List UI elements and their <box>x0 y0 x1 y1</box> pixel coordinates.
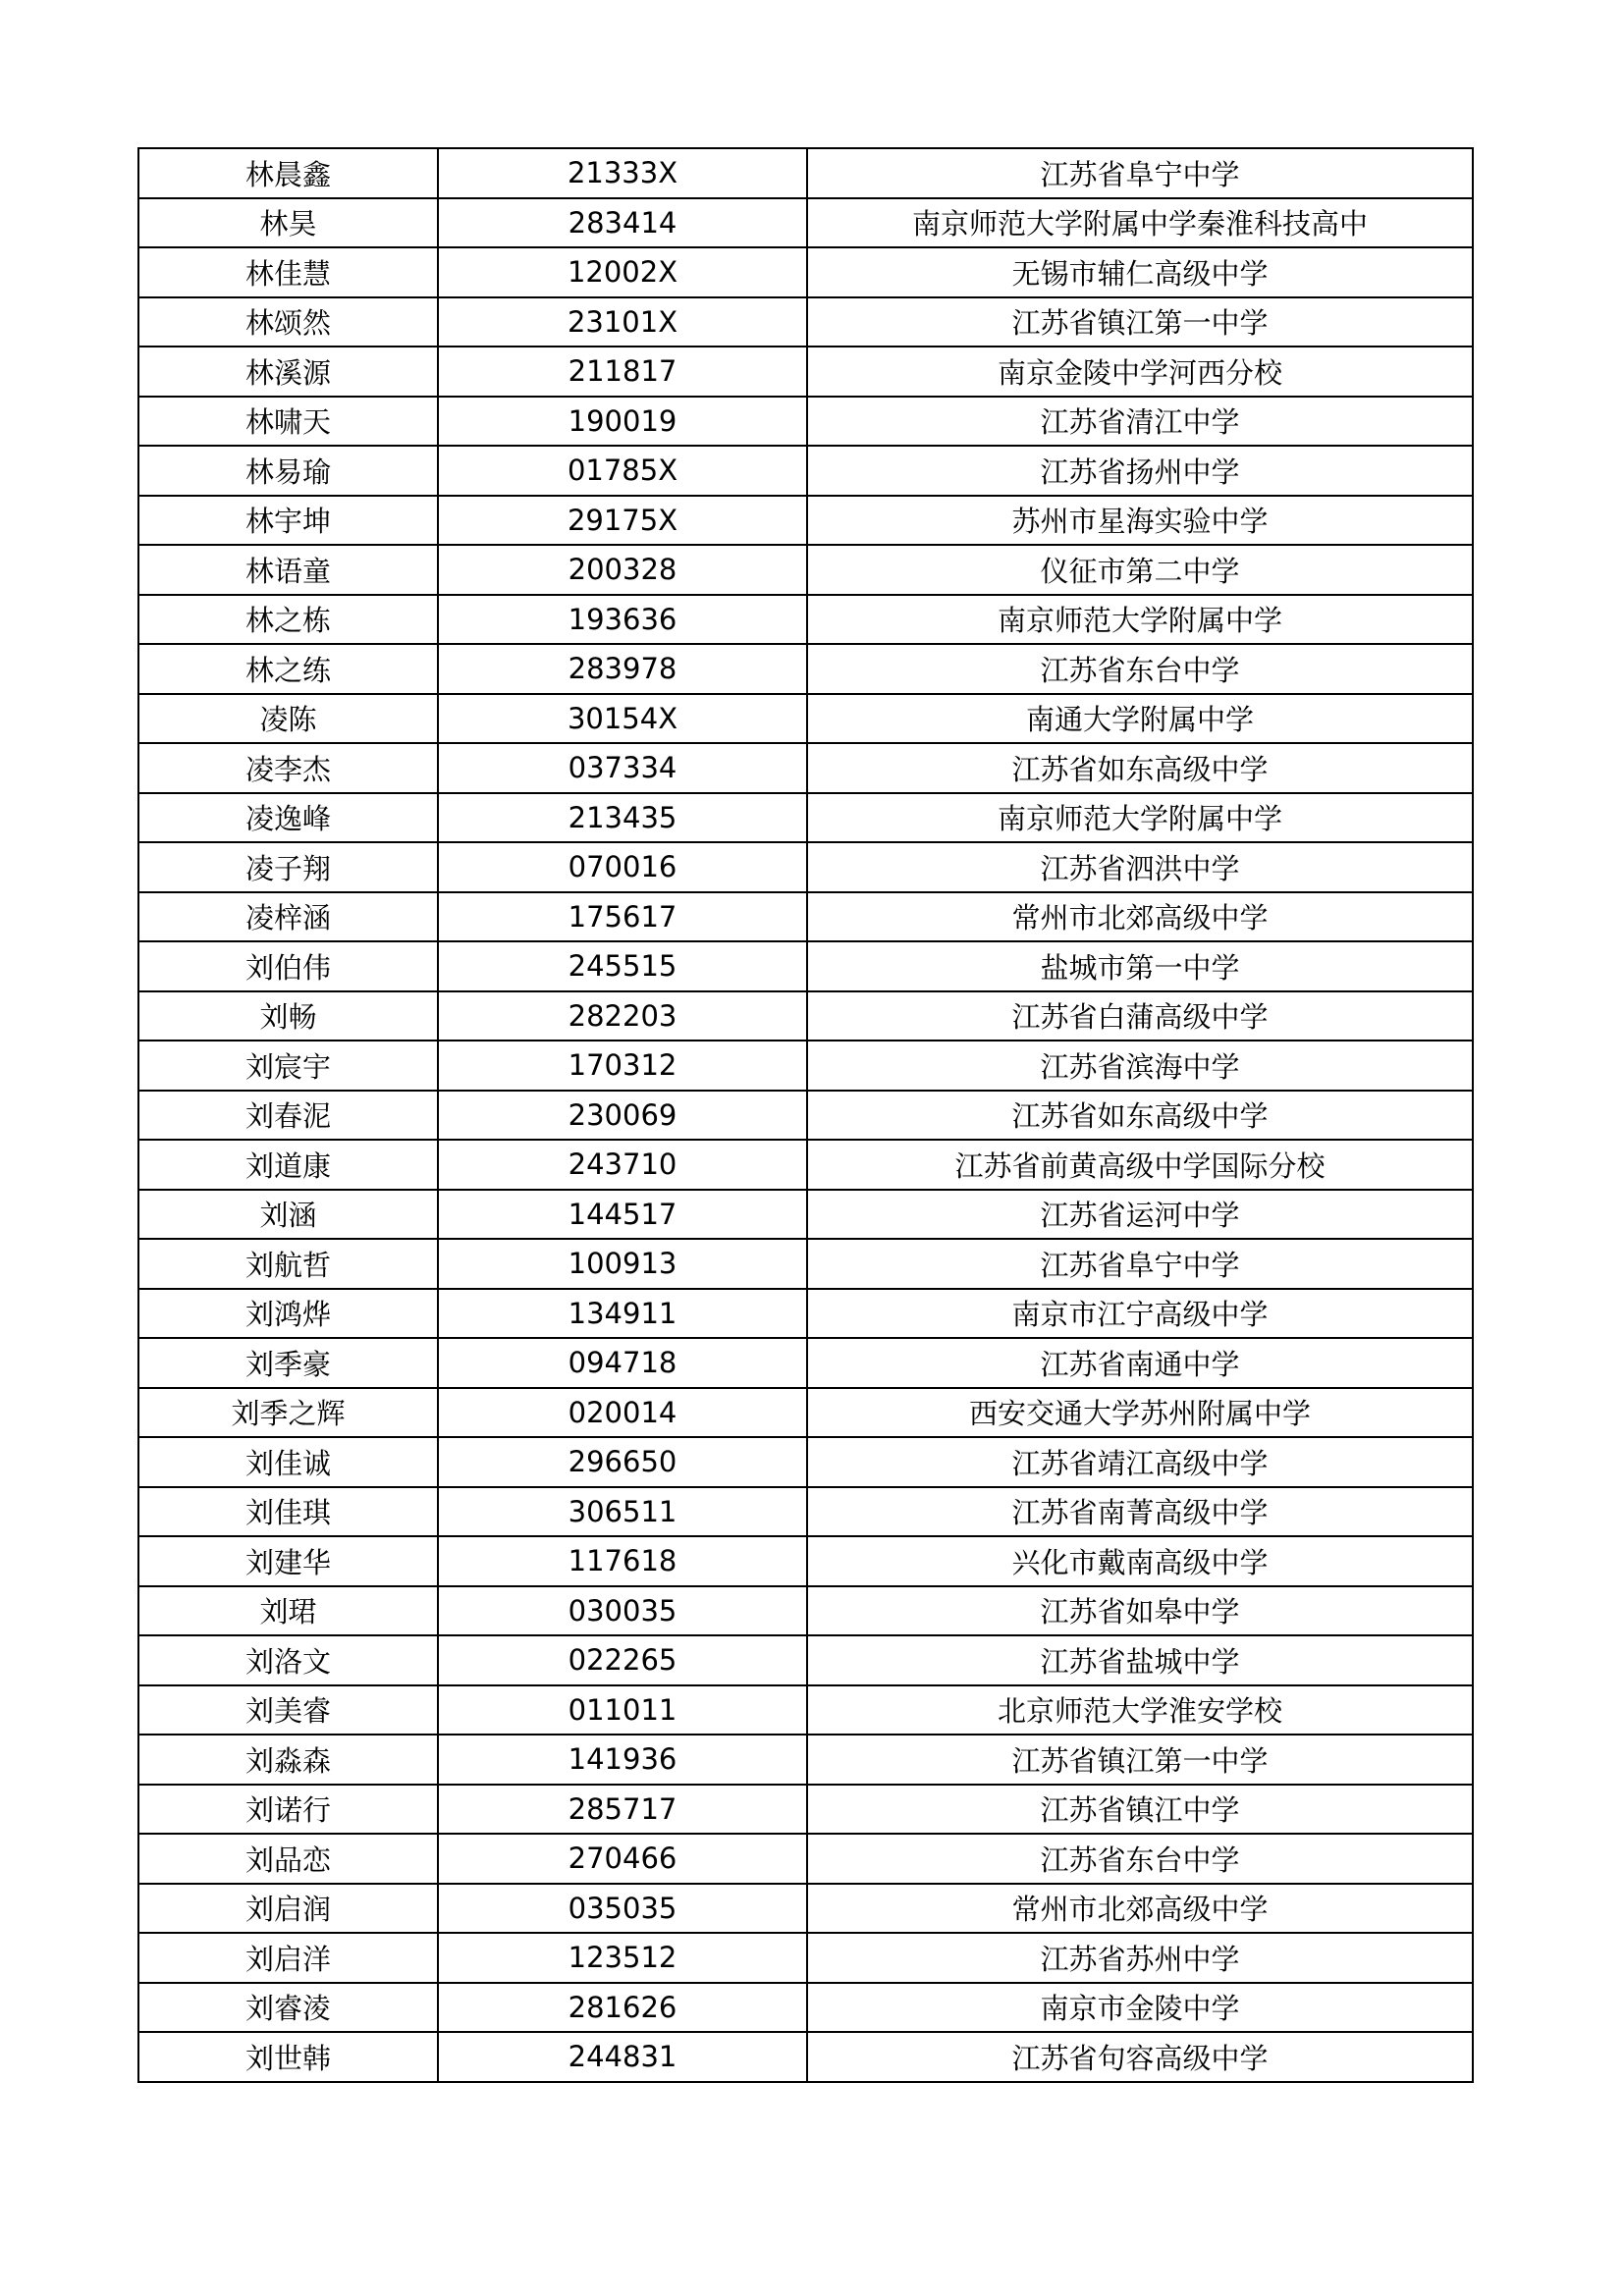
table-row <box>138 1289 1473 1339</box>
student-name-cell: 林颂然 <box>138 297 438 347</box>
table-row <box>138 1983 1473 2033</box>
school-name-cell: 江苏省南菁高级中学 <box>807 1487 1473 1537</box>
student-name-cell: 刘珺 <box>138 1586 438 1636</box>
id-number-cell: 30154X <box>438 694 807 744</box>
id-number-cell: 020014 <box>438 1388 807 1438</box>
id-number-cell: 285717 <box>438 1785 807 1835</box>
id-number-cell: 211817 <box>438 347 807 397</box>
table-row <box>138 198 1473 248</box>
table-row <box>138 1388 1473 1438</box>
id-number-cell: 243710 <box>438 1140 807 1190</box>
student-name-cell: 刘启洋 <box>138 1933 438 1983</box>
student-name-cell: 刘畅 <box>138 991 438 1041</box>
table-row <box>138 1536 1473 1586</box>
student-name-cell: 刘美睿 <box>138 1685 438 1735</box>
student-name-cell: 刘建华 <box>138 1536 438 1586</box>
roster-table <box>137 147 1474 2083</box>
table-row <box>138 1239 1473 1289</box>
id-number-cell: 175617 <box>438 892 807 942</box>
id-number-cell: 094718 <box>438 1338 807 1388</box>
table-row <box>138 793 1473 843</box>
id-number-cell: 123512 <box>438 1933 807 1983</box>
student-name-cell: 刘睿淩 <box>138 1983 438 2033</box>
school-name-cell: 江苏省滨海中学 <box>807 1041 1473 1091</box>
student-name-cell: 凌梓涵 <box>138 892 438 942</box>
table-row <box>138 1685 1473 1735</box>
school-name-cell: 江苏省泗洪中学 <box>807 842 1473 892</box>
student-name-cell: 凌李杰 <box>138 743 438 793</box>
student-name-cell: 凌陈 <box>138 694 438 744</box>
school-name-cell: 江苏省南通中学 <box>807 1338 1473 1388</box>
student-name-cell: 林啸天 <box>138 397 438 447</box>
id-number-cell: 283414 <box>438 198 807 248</box>
id-number-cell: 200328 <box>438 545 807 595</box>
table-row <box>138 595 1473 645</box>
table-row <box>138 1635 1473 1685</box>
school-name-cell: 江苏省扬州中学 <box>807 446 1473 496</box>
student-name-cell: 刘诺行 <box>138 1785 438 1835</box>
table-row <box>138 941 1473 991</box>
school-name-cell: 江苏省如东高级中学 <box>807 1091 1473 1141</box>
table-row <box>138 1933 1473 1983</box>
id-number-cell: 12002X <box>438 247 807 297</box>
table-row <box>138 148 1473 198</box>
student-name-cell: 刘航哲 <box>138 1239 438 1289</box>
school-name-cell: 南通大学附属中学 <box>807 694 1473 744</box>
school-name-cell: 江苏省盐城中学 <box>807 1635 1473 1685</box>
school-name-cell: 南京师范大学附属中学 <box>807 595 1473 645</box>
school-name-cell: 江苏省如东高级中学 <box>807 743 1473 793</box>
student-name-cell: 刘洛文 <box>138 1635 438 1685</box>
school-name-cell: 南京市江宁高级中学 <box>807 1289 1473 1339</box>
table-row <box>138 743 1473 793</box>
id-number-cell: 281626 <box>438 1983 807 2033</box>
id-number-cell: 282203 <box>438 991 807 1041</box>
table-row <box>138 842 1473 892</box>
school-name-cell: 南京市金陵中学 <box>807 1983 1473 2033</box>
school-name-cell: 南京师范大学附属中学 <box>807 793 1473 843</box>
school-name-cell: 江苏省句容高级中学 <box>807 2032 1473 2082</box>
id-number-cell: 100913 <box>438 1239 807 1289</box>
school-name-cell: 江苏省镇江第一中学 <box>807 297 1473 347</box>
school-name-cell: 江苏省前黄高级中学国际分校 <box>807 1140 1473 1190</box>
student-name-cell: 刘涵 <box>138 1190 438 1240</box>
school-name-cell: 南京金陵中学河西分校 <box>807 347 1473 397</box>
id-number-cell: 29175X <box>438 496 807 546</box>
school-name-cell: 苏州市星海实验中学 <box>807 496 1473 546</box>
student-name-cell: 林晨鑫 <box>138 148 438 198</box>
table-row <box>138 694 1473 744</box>
id-number-cell: 117618 <box>438 1536 807 1586</box>
id-number-cell: 213435 <box>438 793 807 843</box>
student-name-cell: 林之练 <box>138 644 438 694</box>
student-name-cell: 林佳慧 <box>138 247 438 297</box>
id-number-cell: 193636 <box>438 595 807 645</box>
id-number-cell: 037334 <box>438 743 807 793</box>
student-name-cell: 凌子翔 <box>138 842 438 892</box>
school-name-cell: 江苏省阜宁中学 <box>807 1239 1473 1289</box>
school-name-cell: 西安交通大学苏州附属中学 <box>807 1388 1473 1438</box>
school-name-cell: 江苏省镇江中学 <box>807 1785 1473 1835</box>
roster-body <box>138 148 1473 2082</box>
id-number-cell: 070016 <box>438 842 807 892</box>
school-name-cell: 常州市北郊高级中学 <box>807 1884 1473 1934</box>
student-name-cell: 凌逸峰 <box>138 793 438 843</box>
student-name-cell: 林易瑜 <box>138 446 438 496</box>
student-name-cell: 刘季豪 <box>138 1338 438 1388</box>
student-name-cell: 林语童 <box>138 545 438 595</box>
id-number-cell: 270466 <box>438 1834 807 1884</box>
table-row <box>138 1190 1473 1240</box>
table-row <box>138 1140 1473 1190</box>
table-row <box>138 1785 1473 1835</box>
table-row <box>138 892 1473 942</box>
school-name-cell: 无锡市辅仁高级中学 <box>807 247 1473 297</box>
school-name-cell: 江苏省东台中学 <box>807 644 1473 694</box>
table-row <box>138 397 1473 447</box>
student-name-cell: 刘伯伟 <box>138 941 438 991</box>
school-name-cell: 盐城市第一中学 <box>807 941 1473 991</box>
school-name-cell: 江苏省运河中学 <box>807 1190 1473 1240</box>
student-name-cell: 林昊 <box>138 198 438 248</box>
student-name-cell: 林宇坤 <box>138 496 438 546</box>
school-name-cell: 江苏省靖江高级中学 <box>807 1437 1473 1487</box>
student-name-cell: 刘佳诚 <box>138 1437 438 1487</box>
table-row <box>138 1884 1473 1934</box>
student-name-cell: 刘鸿烨 <box>138 1289 438 1339</box>
school-name-cell: 江苏省清江中学 <box>807 397 1473 447</box>
table-row <box>138 1041 1473 1091</box>
student-name-cell: 刘品恋 <box>138 1834 438 1884</box>
table-row <box>138 1834 1473 1884</box>
id-number-cell: 022265 <box>438 1635 807 1685</box>
student-name-cell: 刘佳琪 <box>138 1487 438 1537</box>
id-number-cell: 296650 <box>438 1437 807 1487</box>
id-number-cell: 035035 <box>438 1884 807 1934</box>
table-row <box>138 1735 1473 1785</box>
student-name-cell: 刘淼森 <box>138 1735 438 1785</box>
id-number-cell: 190019 <box>438 397 807 447</box>
table-row <box>138 644 1473 694</box>
student-name-cell: 刘道康 <box>138 1140 438 1190</box>
school-name-cell: 兴化市戴南高级中学 <box>807 1536 1473 1586</box>
table-row <box>138 1338 1473 1388</box>
school-name-cell: 江苏省苏州中学 <box>807 1933 1473 1983</box>
id-number-cell: 23101X <box>438 297 807 347</box>
table-row <box>138 1487 1473 1537</box>
table-row <box>138 347 1473 397</box>
table-row <box>138 1437 1473 1487</box>
id-number-cell: 01785X <box>438 446 807 496</box>
table-row <box>138 496 1473 546</box>
school-name-cell: 常州市北郊高级中学 <box>807 892 1473 942</box>
school-name-cell: 仪征市第二中学 <box>807 545 1473 595</box>
table-row <box>138 446 1473 496</box>
school-name-cell: 江苏省镇江第一中学 <box>807 1735 1473 1785</box>
id-number-cell: 283978 <box>438 644 807 694</box>
school-name-cell: 江苏省阜宁中学 <box>807 148 1473 198</box>
id-number-cell: 011011 <box>438 1685 807 1735</box>
table-row <box>138 2032 1473 2082</box>
school-name-cell: 江苏省白蒲高级中学 <box>807 991 1473 1041</box>
student-name-cell: 刘世韩 <box>138 2032 438 2082</box>
id-number-cell: 306511 <box>438 1487 807 1537</box>
id-number-cell: 230069 <box>438 1091 807 1141</box>
table-row <box>138 247 1473 297</box>
school-name-cell: 江苏省东台中学 <box>807 1834 1473 1884</box>
student-name-cell: 刘季之辉 <box>138 1388 438 1438</box>
id-number-cell: 244831 <box>438 2032 807 2082</box>
id-number-cell: 030035 <box>438 1586 807 1636</box>
student-name-cell: 刘启润 <box>138 1884 438 1934</box>
id-number-cell: 141936 <box>438 1735 807 1785</box>
id-number-cell: 170312 <box>438 1041 807 1091</box>
table-row <box>138 1091 1473 1141</box>
id-number-cell: 144517 <box>438 1190 807 1240</box>
id-number-cell: 245515 <box>438 941 807 991</box>
student-name-cell: 林溪源 <box>138 347 438 397</box>
table-row <box>138 991 1473 1041</box>
id-number-cell: 21333X <box>438 148 807 198</box>
school-name-cell: 南京师范大学附属中学秦淮科技高中 <box>807 198 1473 248</box>
student-name-cell: 刘宸宇 <box>138 1041 438 1091</box>
table-row <box>138 297 1473 347</box>
student-name-cell: 刘春泥 <box>138 1091 438 1141</box>
school-name-cell: 北京师范大学淮安学校 <box>807 1685 1473 1735</box>
school-name-cell: 江苏省如皋中学 <box>807 1586 1473 1636</box>
table-row <box>138 545 1473 595</box>
table-row <box>138 1586 1473 1636</box>
id-number-cell: 134911 <box>438 1289 807 1339</box>
student-name-cell: 林之栋 <box>138 595 438 645</box>
